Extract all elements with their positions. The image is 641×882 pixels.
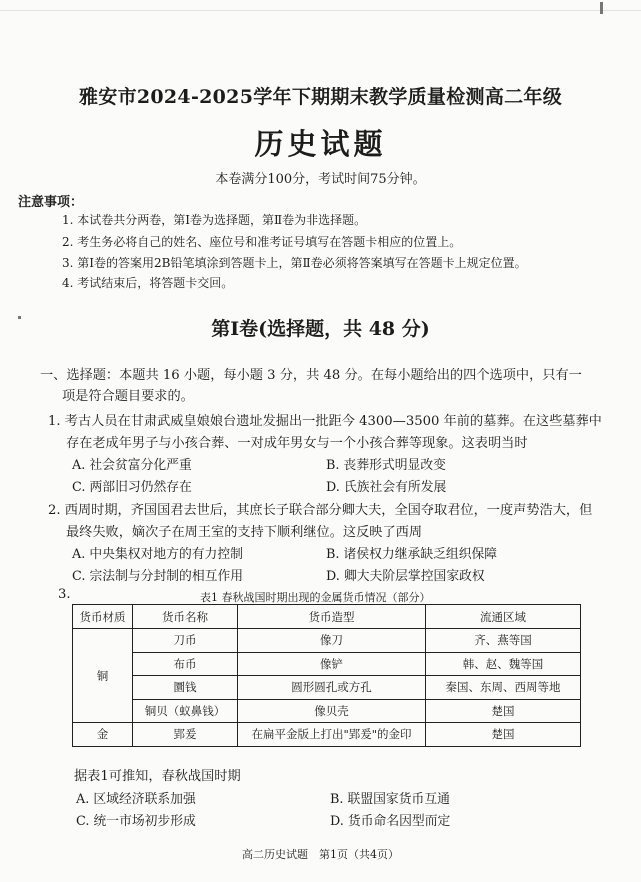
material-gold: 金 (73, 723, 133, 747)
table-row (73, 699, 581, 723)
cell-region: 秦国、东周、西周等地 (426, 676, 581, 700)
notice-item: 2. 考生务必将自己的姓名、座位号和准考证号填写在答题卡相应的位置上。 (62, 235, 462, 249)
question-1-option-c[interactable]: C. 两部旧习仍然存在 (72, 480, 192, 495)
cell-name: 铜贝（蚁鼻钱） (133, 699, 238, 723)
exam-info: 本卷满分100分，考试时间75分钟。 (215, 172, 426, 187)
table-header-row (73, 605, 581, 629)
cell-region: 楚国 (426, 699, 581, 723)
notice-item: 4. 考试结束后，将答题卡交回。 (62, 276, 234, 290)
question-1-option-b[interactable]: B. 丧葬形式明显改变 (326, 458, 446, 473)
question-3-number: 3. (58, 587, 71, 602)
notice-title: 注意事项： (18, 195, 84, 210)
table-row (73, 723, 581, 747)
section-intro-cont: 项是符合题目要求的。 (62, 389, 194, 404)
scan-edge (0, 10, 641, 11)
part-title: 第Ⅰ卷(选择题，共 48 分) (211, 318, 430, 340)
material-copper: 铜 (73, 629, 133, 723)
question-1-stem-cont: 存在老成年男子与小孩合葬、一对成年男女与一个小孩合葬等现象。这表明当时 (66, 436, 528, 451)
question-3-option-d[interactable]: D. 货币命名因型而定 (330, 814, 451, 829)
table-row (73, 676, 581, 700)
cell-region: 韩、赵、魏等国 (426, 652, 581, 676)
question-2-option-d[interactable]: D. 卿大夫阶层掌控国家政权 (326, 569, 485, 584)
question-2-stem: 2. 西周时期，齐国国君去世后，其庶长子联合部分卿大夫，全国夺取君位，一度声势浩大，但 (48, 503, 593, 518)
table-row (73, 629, 581, 653)
question-3-option-a[interactable]: A. 区域经济联系加强 (76, 792, 196, 807)
section-intro: 一、选择题：本题共 16 小题，每小题 3 分，共 48 分。在每小题给出的四个选项中，只有一 (40, 368, 582, 383)
question-3-option-b[interactable]: B. 联盟国家货币互通 (330, 792, 450, 807)
cell-shape: 像贝壳 (238, 699, 426, 723)
cell-name: 圜钱 (133, 676, 238, 700)
question-3-stem: 据表1可推知，春秋战国时期 (74, 769, 241, 784)
header-shape: 货币造型 (238, 605, 426, 629)
question-1-option-a[interactable]: A. 社会贫富分化严重 (72, 458, 192, 473)
table-caption: 表1 春秋战国时期出现的金属货币情况（部分） (200, 591, 431, 604)
header-region: 流通区域 (426, 605, 581, 629)
question-3-option-c[interactable]: C. 统一市场初步形成 (76, 814, 196, 829)
question-2-stem-cont: 最终失败，嫡次子在周王室的支持下顺利继位。这反映了西周 (66, 525, 423, 540)
exam-title: 雅安市2024-2025学年下期期末教学质量检测高二年级 (78, 86, 563, 108)
cell-name: 布币 (133, 652, 238, 676)
question-2-option-b[interactable]: B. 诸侯权力继承缺乏组织保障 (326, 547, 498, 562)
currency-table (72, 604, 581, 747)
scan-mark (600, 2, 603, 14)
cell-shape: 像铲 (238, 652, 426, 676)
question-1-option-d[interactable]: D. 氏族社会有所发展 (326, 480, 447, 495)
header-material: 货币材质 (73, 605, 133, 629)
question-2-option-c[interactable]: C. 宗法制与分封制的相互作用 (72, 569, 244, 584)
cell-region: 齐、燕等国 (426, 629, 581, 653)
cell-shape: 圆形圆孔或方孔 (238, 676, 426, 700)
table-row (73, 652, 581, 676)
cell-name: 郢爰 (133, 723, 238, 747)
notice-item: 3. 第Ⅰ卷的答案用2B铅笔填涂到答题卡上，第Ⅱ卷必须将答案填写在答题卡上规定位置。 (62, 256, 527, 270)
subject-title: 历史试题 (254, 127, 387, 161)
question-2-option-a[interactable]: A. 中央集权对地方的有力控制 (72, 547, 243, 562)
header-name: 货币名称 (133, 605, 238, 629)
notice-item: 1. 本试卷共分两卷，第Ⅰ卷为选择题，第Ⅱ卷为非选择题。 (62, 213, 367, 227)
cell-shape: 像刀 (238, 629, 426, 653)
page-footer: 高二历史试题 第1页（共4页） (242, 848, 399, 861)
question-1-stem: 1. 考古人员在甘肃武威皇娘娘台遗址发掘出一批距今 4300—3500 年前的墓葬。在这些墓葬中 (48, 414, 602, 429)
cell-region: 楚国 (426, 723, 581, 747)
cell-name: 刀币 (133, 629, 238, 653)
cell-shape: 在扁平金版上打出"郢爰"的金印 (238, 723, 426, 747)
